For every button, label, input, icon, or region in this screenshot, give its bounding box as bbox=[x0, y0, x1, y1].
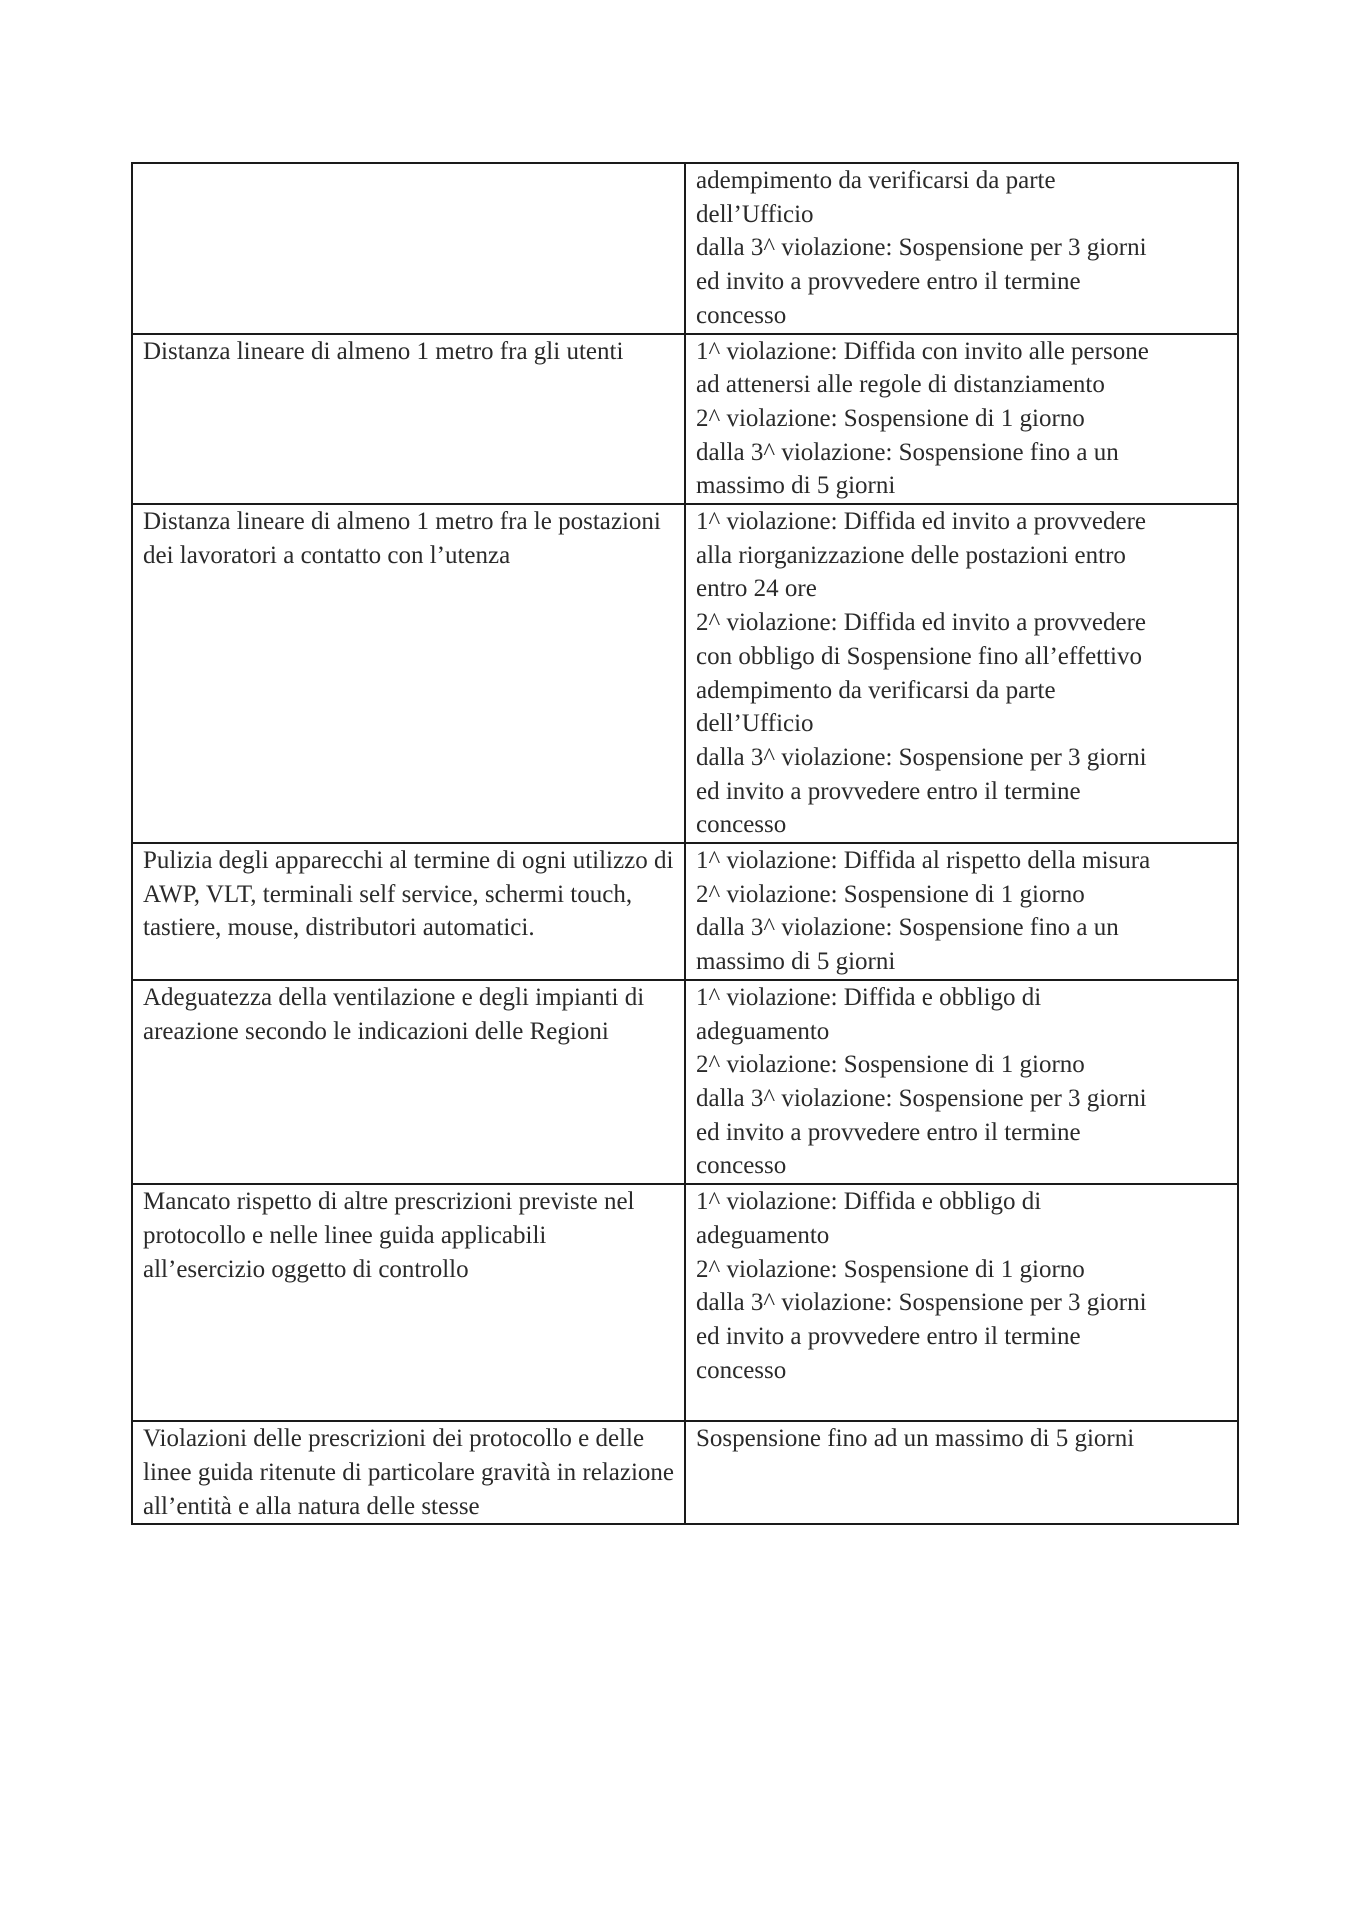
sanction-line: ed invito a provvedere entro il termine bbox=[696, 777, 1081, 805]
sanction-line: adempimento da verificarsi da parte bbox=[696, 676, 1056, 704]
table-row bbox=[132, 163, 1238, 334]
sanction-line: ed invito a provvedere entro il termine bbox=[696, 1322, 1081, 1350]
sanction-line: 2^ violazione: Diffida ed invito a provvedere bbox=[696, 609, 1147, 637]
sanction-line: 2^ violazione: Sospensione di 1 giorno bbox=[696, 1255, 1085, 1283]
condition-cell: Violazioni delle prescrizioni dei protocollo e delle linee guida ritenute di particolare gravità in relazione all’entità e alla natura delle stesse bbox=[132, 1421, 685, 1524]
sanction-line: entro 24 ore bbox=[696, 575, 817, 603]
sanction-line: 1^ violazione: Diffida ed invito a provvedere bbox=[696, 508, 1147, 536]
sanction-line: dalla 3^ violazione: Sospensione fino a un bbox=[696, 914, 1119, 942]
sanction-line: dalla 3^ violazione: Sospensione per 3 giorni bbox=[696, 743, 1147, 771]
sanction-cell bbox=[685, 1421, 1238, 1524]
sanction-line: adempimento da verificarsi da parte bbox=[696, 167, 1056, 194]
sanction-line: dell’Ufficio bbox=[696, 200, 814, 228]
sanctions-table bbox=[131, 162, 1239, 1525]
table-row bbox=[132, 504, 1238, 843]
condition-cell bbox=[132, 163, 685, 334]
sanction-cell bbox=[685, 980, 1238, 1184]
table-row bbox=[132, 1184, 1238, 1421]
sanction-line: concesso bbox=[696, 301, 787, 329]
sanction-line: adeguamento bbox=[696, 1017, 830, 1045]
sanction-cell bbox=[685, 504, 1238, 843]
sanction-line: 1^ violazione: Diffida e obbligo di bbox=[696, 983, 1042, 1011]
table-row bbox=[132, 980, 1238, 1184]
sanction-line: massimo di 5 giorni bbox=[696, 948, 896, 976]
sanction-line: adeguamento bbox=[696, 1221, 830, 1249]
sanction-line: dalla 3^ violazione: Sospensione per 3 giorni bbox=[696, 1084, 1147, 1112]
sanction-line: alla riorganizzazione delle postazioni entro bbox=[696, 541, 1126, 569]
sanction-cell bbox=[685, 163, 1238, 334]
sanction-line: dell’Ufficio bbox=[696, 710, 814, 738]
condition-cell: Distanza lineare di almeno 1 metro fra gli utenti bbox=[132, 334, 685, 505]
condition-cell: Mancato rispetto di altre prescrizioni previste nel protocollo e nelle linee guida applicabili all’esercizio oggetto di controllo bbox=[132, 1184, 685, 1421]
sanction-line: concesso bbox=[696, 1356, 787, 1384]
sanction-line: 1^ violazione: Diffida e obbligo di bbox=[696, 1188, 1042, 1216]
sanction-line: dalla 3^ violazione: Sospensione per 3 giorni bbox=[696, 1289, 1147, 1317]
sanction-line: dalla 3^ violazione: Sospensione fino a un bbox=[696, 438, 1119, 466]
table-row bbox=[132, 843, 1238, 980]
condition-cell: Distanza lineare di almeno 1 metro fra le postazioni dei lavoratori a contatto con l’utenza bbox=[132, 504, 685, 843]
sanction-line: Sospensione fino ad un massimo di 5 giorni bbox=[696, 1425, 1135, 1453]
condition-cell: Adeguatezza della ventilazione e degli impianti di areazione secondo le indicazioni delle Regioni bbox=[132, 980, 685, 1184]
sanction-line: 1^ violazione: Diffida con invito alle persone bbox=[696, 337, 1149, 365]
sanction-cell bbox=[685, 1184, 1238, 1421]
sanction-line: massimo di 5 giorni bbox=[696, 472, 896, 500]
sanction-line: ed invito a provvedere entro il termine bbox=[696, 268, 1081, 296]
sanction-line: dalla 3^ violazione: Sospensione per 3 giorni bbox=[696, 234, 1147, 262]
sanction-line: 1^ violazione: Diffida al rispetto della misura bbox=[696, 847, 1151, 875]
sanction-line: concesso bbox=[696, 1152, 787, 1180]
sanction-cell bbox=[685, 843, 1238, 980]
condition-cell: Pulizia degli apparecchi al termine di ogni utilizzo di AWP, VLT, terminali self service, schermi touch, tastiere, mouse, distributori automatici. bbox=[132, 843, 685, 980]
table-row bbox=[132, 334, 1238, 505]
sanction-line: concesso bbox=[696, 811, 787, 839]
sanction-line: 2^ violazione: Sospensione di 1 giorno bbox=[696, 1051, 1085, 1079]
sanction-line: ad attenersi alle regole di distanziamento bbox=[696, 371, 1105, 399]
table-row bbox=[132, 1421, 1238, 1524]
sanction-line: ed invito a provvedere entro il termine bbox=[696, 1118, 1081, 1146]
sanction-line: 2^ violazione: Sospensione di 1 giorno bbox=[696, 880, 1085, 908]
sanction-line: 2^ violazione: Sospensione di 1 giorno bbox=[696, 404, 1085, 432]
sanction-cell bbox=[685, 334, 1238, 505]
sanction-line: con obbligo di Sospensione fino all’effettivo bbox=[696, 642, 1142, 670]
